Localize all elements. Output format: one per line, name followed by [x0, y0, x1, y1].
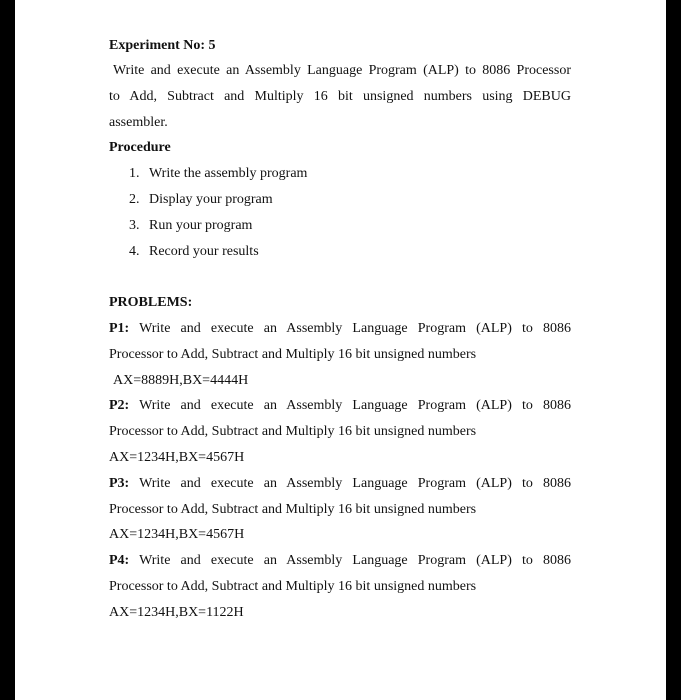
problem-values: AX=8889H,BX=4444H: [113, 373, 249, 388]
procedure-step: [129, 217, 252, 234]
problem-line-2: Processor to Add, Subtract and Multiply 16 bit unsigned numbers: [109, 424, 477, 439]
step-number: 3.: [129, 218, 140, 233]
problem-label: P4:: [109, 553, 130, 568]
step-text: Record your results: [149, 244, 259, 259]
description-line-2: to Add, Subtract and Multiply 16 bit unsigned numbers using DEBUG: [109, 89, 571, 104]
procedure-step: [129, 243, 259, 260]
problem-values: AX=1234H,BX=4567H: [109, 450, 245, 465]
step-number: 1.: [129, 166, 140, 181]
description-line-3: assembler.: [109, 115, 168, 130]
procedure-step: [129, 191, 273, 208]
procedure-heading: Procedure: [109, 140, 171, 155]
problem-line-1: [109, 320, 571, 337]
description-line-1: Write and execute an Assembly Language Program (ALP) to 8086 Processor: [113, 63, 571, 78]
problem-label: P1:: [109, 321, 130, 336]
problem-text: Write and execute an Assembly Language Program (ALP) to 8086: [139, 476, 571, 491]
problem-text: Write and execute an Assembly Language Program (ALP) to 8086: [139, 321, 571, 336]
problem-line-1: [109, 552, 571, 569]
problem-label: P3:: [109, 476, 130, 491]
problem-text: Write and execute an Assembly Language Program (ALP) to 8086: [139, 553, 571, 568]
step-text: Run your program: [149, 218, 253, 233]
problem-line-2: Processor to Add, Subtract and Multiply 16 bit unsigned numbers: [109, 502, 477, 517]
step-number: 2.: [129, 192, 140, 207]
document-page: [15, 0, 666, 700]
step-text: Write the assembly program: [149, 166, 308, 181]
problem-text: Write and execute an Assembly Language Program (ALP) to 8086: [139, 398, 571, 413]
problem-line-2: Processor to Add, Subtract and Multiply 16 bit unsigned numbers: [109, 579, 477, 594]
problem-line-1: [109, 397, 571, 414]
problem-values: AX=1234H,BX=1122H: [109, 605, 244, 620]
problem-line-1: [109, 475, 571, 492]
problem-line-2: Processor to Add, Subtract and Multiply 16 bit unsigned numbers: [109, 347, 477, 362]
problems-heading: PROBLEMS:: [109, 295, 193, 310]
step-text: Display your program: [149, 192, 273, 207]
procedure-step: [129, 165, 307, 182]
step-number: 4.: [129, 244, 140, 259]
problem-label: P2:: [109, 398, 130, 413]
problem-values: AX=1234H,BX=4567H: [109, 527, 245, 542]
experiment-title: Experiment No: 5: [109, 38, 216, 53]
